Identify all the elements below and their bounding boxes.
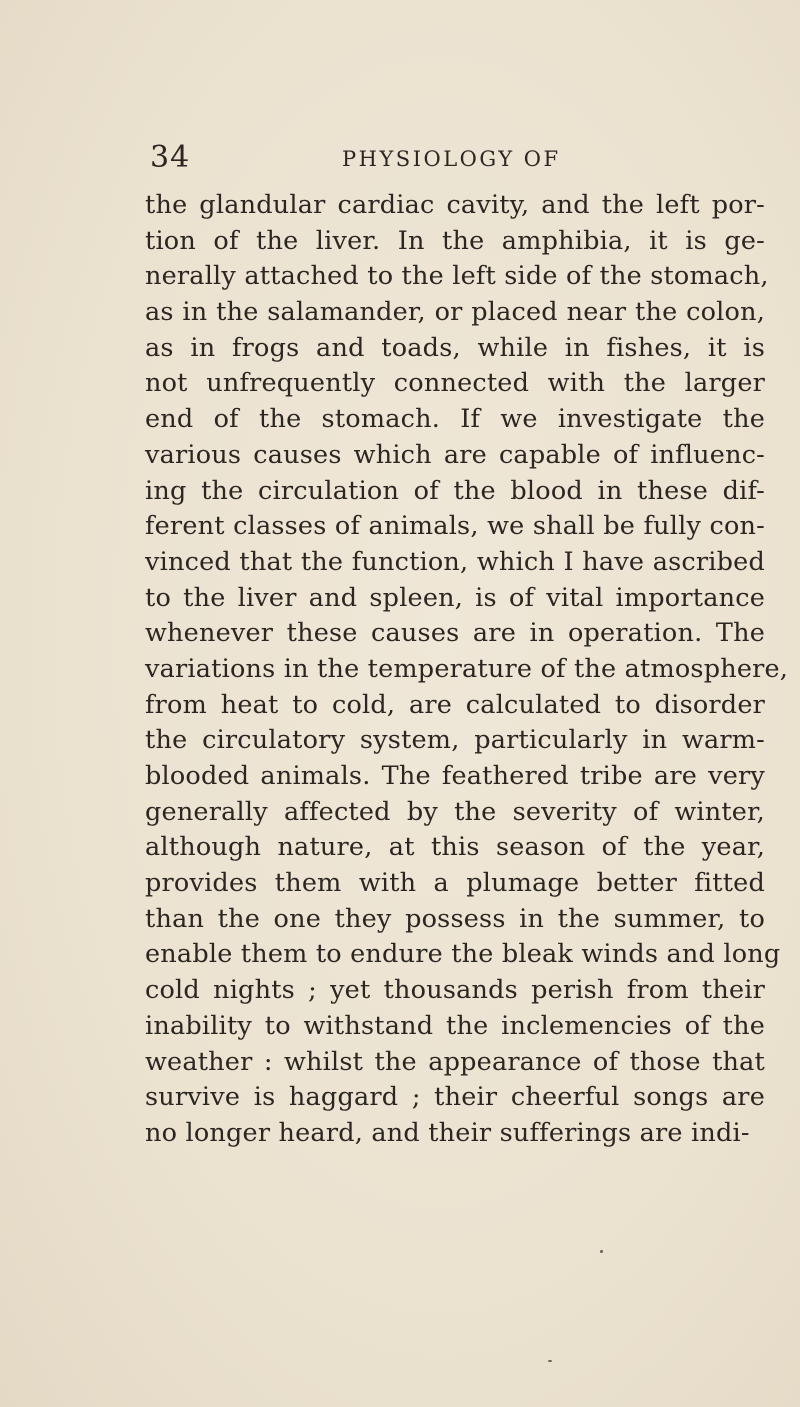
- page-number: 34: [150, 140, 191, 175]
- text-line: various causes which are capable of influenc-: [145, 439, 765, 470]
- text-line: enable them to endure the bleak winds and long: [145, 939, 781, 970]
- text-line: although nature, at this season of the year,: [145, 832, 765, 863]
- text-line: nerally attached to the left side of the stomach,: [145, 261, 769, 292]
- text-line: no longer heard, and their sufferings are indi-: [145, 1117, 750, 1148]
- text-line: variations in the temperature of the atmosphere,: [145, 653, 789, 684]
- text-line: weather : whilst the appearance of those that: [145, 1046, 765, 1077]
- body-text: [145, 188, 789, 1152]
- text-line: not unfrequently connected with the larger: [145, 368, 765, 399]
- text-line: as in frogs and toads, while in fishes, it is: [145, 332, 765, 363]
- text-line: whenever these causes are in operation. The: [145, 618, 765, 649]
- running-head: PHYSIOLOGY OF: [342, 147, 561, 171]
- text-line: survive is haggard ; their cheerful songs are: [145, 1082, 765, 1113]
- paper-speck: [548, 1360, 552, 1362]
- text-line: blooded animals. The feathered tribe are very: [145, 761, 765, 791]
- paper-speck: [600, 1250, 603, 1253]
- text-line: inability to withstand the inclemencies of the: [145, 1010, 765, 1041]
- text-line: to the liver and spleen, is of vital importance: [145, 582, 765, 613]
- text-line: tion of the liver. In the amphibia, it is ge-: [145, 225, 765, 256]
- text-line: from heat to cold, are calculated to disorder: [145, 689, 765, 720]
- text-line: generally affected by the severity of winter,: [145, 796, 765, 827]
- text-line: ing the circulation of the blood in these dif-: [145, 475, 765, 506]
- page-header: [150, 138, 770, 178]
- text-line: vinced that the function, which I have ascribed: [145, 546, 765, 577]
- text-line: cold nights ; yet thousands perish from their: [145, 975, 765, 1006]
- text-line: provides them with a plumage better fitted: [145, 868, 765, 899]
- text-line: ferent classes of animals, we shall be fully con-: [145, 511, 765, 542]
- text-line: as in the salamander, or placed near the colon,: [145, 297, 765, 328]
- text-line: the circulatory system, particularly in warm-: [145, 725, 765, 756]
- text-line: than the one they possess in the summer, to: [145, 903, 765, 934]
- text-line: end of the stomach. If we investigate the: [145, 404, 765, 435]
- text-line: the glandular cardiac cavity, and the left por-: [145, 190, 765, 220]
